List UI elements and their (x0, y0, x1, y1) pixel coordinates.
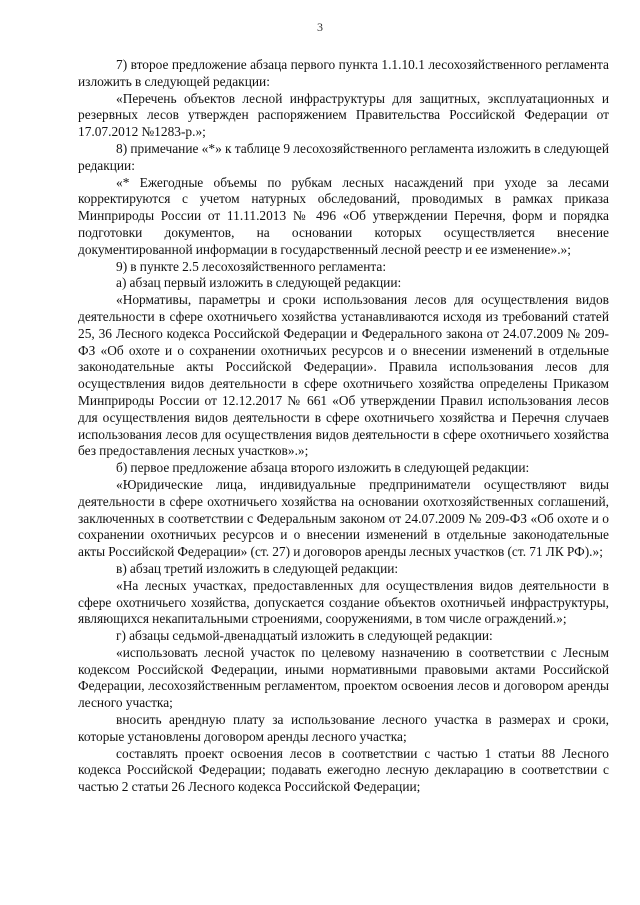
paragraph-quote-legal-entities: «Юридические лица, индивидуальные предприниматели осуществляют виды деятельности в сфере охотничьего хозяйства на основании охотхозяйственных соглашений, заключенных в соответствии с Федеральным законом от 24.07.2009 № 209-ФЗ «Об охоте и о сохранении охотничьих ресурсов и о внесении изменений в отдельные законодательные акты Российской Федерации» (ст. 27) и договоров аренды лесных участков (ст. 71 ЛК РФ).»; (78, 476, 609, 560)
paragraph-rent-payment: вносить арендную плату за использование лесного участка в размерах и сроки, которые установлены договором аренды лесного участка; (78, 712, 609, 744)
paragraph-quote-use-plot: «использовать лесной участок по целевому назначению в соответствии с Лесным кодексом Российской Федерации, иными нормативными правовыми актами Российской Федерации, лесохозяйственным регламентом, проектом освоения лесов и договором аренды лесного участка; (78, 644, 609, 711)
page-number: 3 (317, 20, 323, 34)
paragraph-item-9: 9) в пункте 2.5 лесохозяйственного регламента: (116, 258, 387, 274)
paragraph-quote-infrastructure: «Перечень объектов лесной инфраструктуры для защитных, эксплуатационных и резервных лесов утвержден распоряжением Правительства Российской Федерации от 17.07.2012 №1283-р.»; (78, 90, 609, 140)
paragraph-quote-infrastructure-objects: «На лесных участках, предоставленных для осуществления видов деятельности в сфере охотничьего хозяйства, допускается создание объектов охотничьей инфраструктуры, являющихся некапитальными строениями, сооружениями, в том числе ограждений.»; (78, 577, 609, 627)
paragraph-quote-footnote: «* Ежегодные объемы по рубкам лесных насаждений при уходе за лесами корректируются с учетом натурных обследований, проводимых в рамках приказа Минприроды России от 11.11.2013 № 496 «Об утверждении Перечня, форм и порядка подготовки документов, на основании которых осуществляется внесение документированной информации в государственный лесной реестр и ее изменение».»; (78, 174, 609, 257)
paragraph-item-7: 7) второе предложение абзаца первого пункта 1.1.10.1 лесохозяйственного регламента изложить в следующей редакции: (78, 57, 609, 89)
paragraph-quote-norms: «Нормативы, параметры и сроки использования лесов для осуществления видов деятельности в сфере охотничьего хозяйства устанавливаются исходя из требований статей 25, 36 Лесного кодекса Российской Федерации и Федерального закона от 24.07.2009 № 209-ФЗ «Об охоте и о сохранении охотничьих ресурсов и о внесении изменений в отдельные законодательные акты Российской Федерации». Правила использования лесов для осуществления видов деятельности в сфере охотничьего хозяйства определены Приказом Минприроды России от 12.12.2017 № 661 «Об утверждении Правил использования лесов для осуществления видов деятельности в сфере охотничьего хозяйства и Перечня случаев использования лесов для осуществления видов деятельности в сфере охотничьего хозяйства без предоставления лесных участков».»; (78, 292, 609, 459)
paragraph-subitem-g: г) абзацы седьмой-двенадцатый изложить в следующей редакции: (116, 628, 493, 644)
paragraph-subitem-a: а) абзац первый изложить в следующей редакции: (116, 275, 402, 291)
paragraph-subitem-v: в) абзац третий изложить в следующей редакции: (116, 560, 399, 576)
paragraph-subitem-b: б) первое предложение абзаца второго изложить в следующей редакции: (116, 460, 530, 476)
paragraph-forest-development-project: составлять проект освоения лесов в соответствии с частью 1 статьи 88 Лесного кодекса Российской Федерации; подавать ежегодно лесную декларацию в соответствии с частью 2 статьи 26 Лесного кодекса Российской Федерации; (78, 745, 609, 795)
document-body (78, 57, 609, 796)
paragraph-item-8: 8) примечание «*» к таблице 9 лесохозяйственного регламента изложить в следующей редакции: (78, 140, 609, 173)
